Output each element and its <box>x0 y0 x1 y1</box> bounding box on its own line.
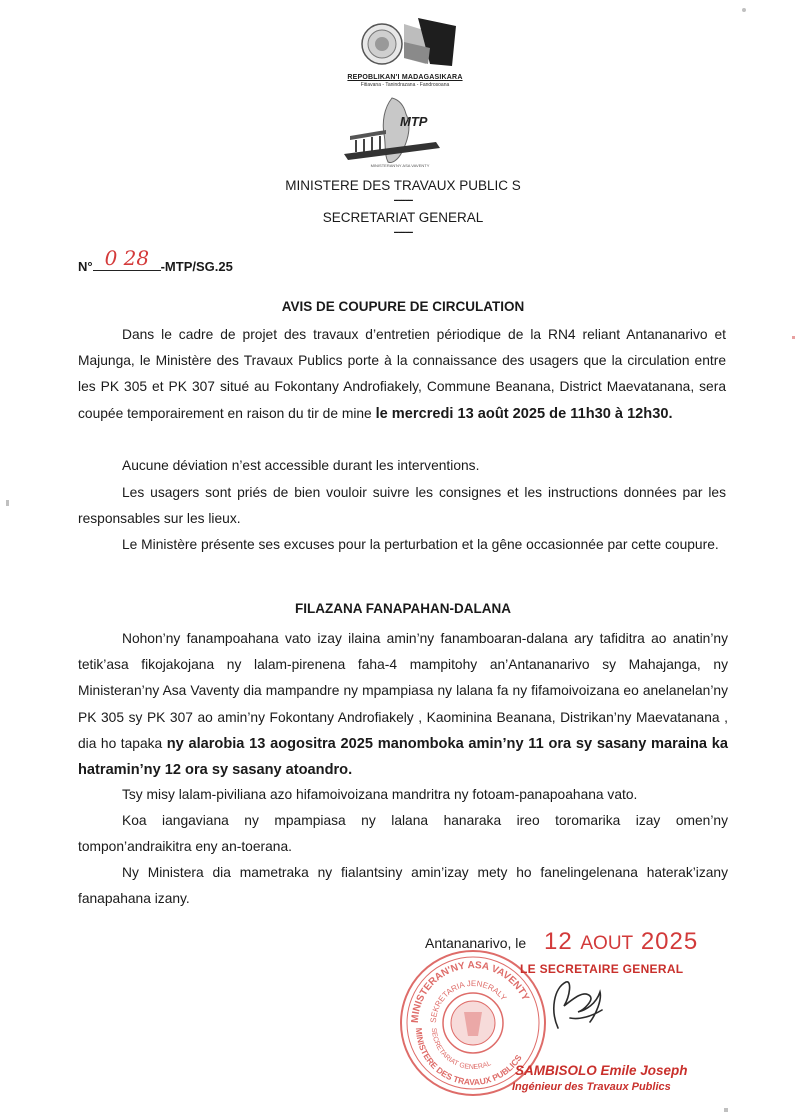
scan-speck <box>792 336 795 339</box>
reference-prefix: N° <box>78 259 93 274</box>
secretariat-name: SECRETARIAT GENERAL <box>322 210 484 225</box>
ministry-name: MINISTERE DES TRAVAUX PUBLIC S <box>285 178 521 193</box>
notice-paragraph-fr: Les usagers sont priés de bien vouloir suivre les consignes et les instructions données par les responsables sur les lieux. <box>78 485 726 527</box>
date-day: 12 <box>544 928 573 955</box>
ministry-logo <box>340 96 450 166</box>
seal-text-bottom-inner: SECRETARIAT GENERAL <box>429 1027 493 1072</box>
scan-speck <box>724 1108 728 1112</box>
notice-paragraph-fr <box>78 322 726 427</box>
notice-paragraph-mg: Tsy misy lalam-piviliana azo hifamoivoizana mandritra ny fotoam-panapoahana vato. <box>122 787 638 802</box>
reference-number: 0 28 <box>104 246 150 270</box>
date-stamp <box>544 928 698 956</box>
date-year: 2025 <box>640 928 699 955</box>
republic-emblem <box>360 12 460 74</box>
paragraph-text: Dans le cadre de projet des travaux d’entretien périodique de la RN4 reliant Antananarivo et Majunga, le Ministère des Travaux Publics porte à la connaissance des usagers que la circulation entre les PK 305 et PK 307 situé au Fokontany Androfiakely, Commune Beanana, District Maevatanana, sera coupée temporairement en raison du tir de mine <box>78 327 726 421</box>
notice-paragraph-fr: Aucune déviation n’est accessible durant les interventions. <box>122 458 480 473</box>
signatory-title: LE SECRETAIRE GENERAL <box>520 962 684 976</box>
signer-name: SAMBISOLO Emile Joseph <box>515 1063 688 1078</box>
ministry-logo-text: MTP <box>400 114 428 129</box>
separator: -------- <box>393 195 413 206</box>
republic-name: REPOBLIKAN'I MADAGASIKARA <box>347 74 463 81</box>
notice-title-mg: FILAZANA FANAPAHAN-DALANA <box>295 601 511 616</box>
separator: -------- <box>393 227 413 238</box>
paragraph-text: Nohon’ny fanampoahana vato izay ilaina amin’ny fanamboaran-dalana ary tafiditra ao anatin’ny tetik’asa fikojakojana ny lalam-pirenena faha-4 mampitohy an’Antananarivo sy Mahajanga, ny Ministeran’ny Asa Vaventy dia mampandre ny mpampiasa ny lalana fa ny fifamoivoizana eo anelanelan’ny PK 305 sy PK 307 ao amin’ny Fokontany Androfiakely , Kaominina Beanana, Distrikan’ny Maevatanana , dia ho tapaka <box>78 631 728 751</box>
republic-motto: Fitiavana - Tanindrazana - Fandrosoana <box>360 82 450 88</box>
date-month: AOUT <box>580 933 634 954</box>
signer-role: Ingénieur des Travaux Publics <box>512 1081 671 1093</box>
closure-date-mg: ny alarobia 13 aogositra 2025 manomboka amin’ny 11 ora sy sasany maraina ka hatramin’ny 12 ora sy sasany atoandro. <box>78 735 728 779</box>
scan-speck <box>742 8 746 12</box>
notice-paragraph-mg <box>78 626 728 783</box>
closure-date-fr: le mercredi 13 août 2025 de 11h30 à 12h30. <box>375 405 673 422</box>
seal-text-bottom: MINISTERE DES TRAVAUX PUBLICS <box>413 1027 524 1088</box>
scan-speck <box>6 500 9 506</box>
notice-paragraph-mg: Ny Ministera dia mametraka ny fialantsiny amin’izay mety ho fanelingelenana haterak’izany fanapahana izany. <box>78 865 728 907</box>
handwritten-signature <box>540 970 610 1040</box>
reference-number-field <box>93 246 161 271</box>
notice-paragraph-mg: Koa iangaviana ny mpampiasa ny lalana hanaraka ireo toromarika izay omen’ny tompon’andraikitra eny an-toerana. <box>78 813 728 855</box>
signature-place: Antananarivo, le <box>425 935 527 951</box>
reference-suffix: -MTP/SG.25 <box>160 259 233 274</box>
ministry-logo-caption: MINISTERAN'NY ASA VAVENTY <box>370 163 430 168</box>
notice-paragraph-fr: Le Ministère présente ses excuses pour la perturbation et la gêne occasionnée par cette coupure. <box>122 537 719 552</box>
notice-title-fr: AVIS DE COUPURE DE CIRCULATION <box>281 299 525 314</box>
reference-line <box>78 246 233 274</box>
seal-text-inner: SEKRETARIA JENERALY <box>428 978 509 1024</box>
seal-text-outer: MINISTERAN'NY ASA VAVENTY <box>409 959 531 1024</box>
